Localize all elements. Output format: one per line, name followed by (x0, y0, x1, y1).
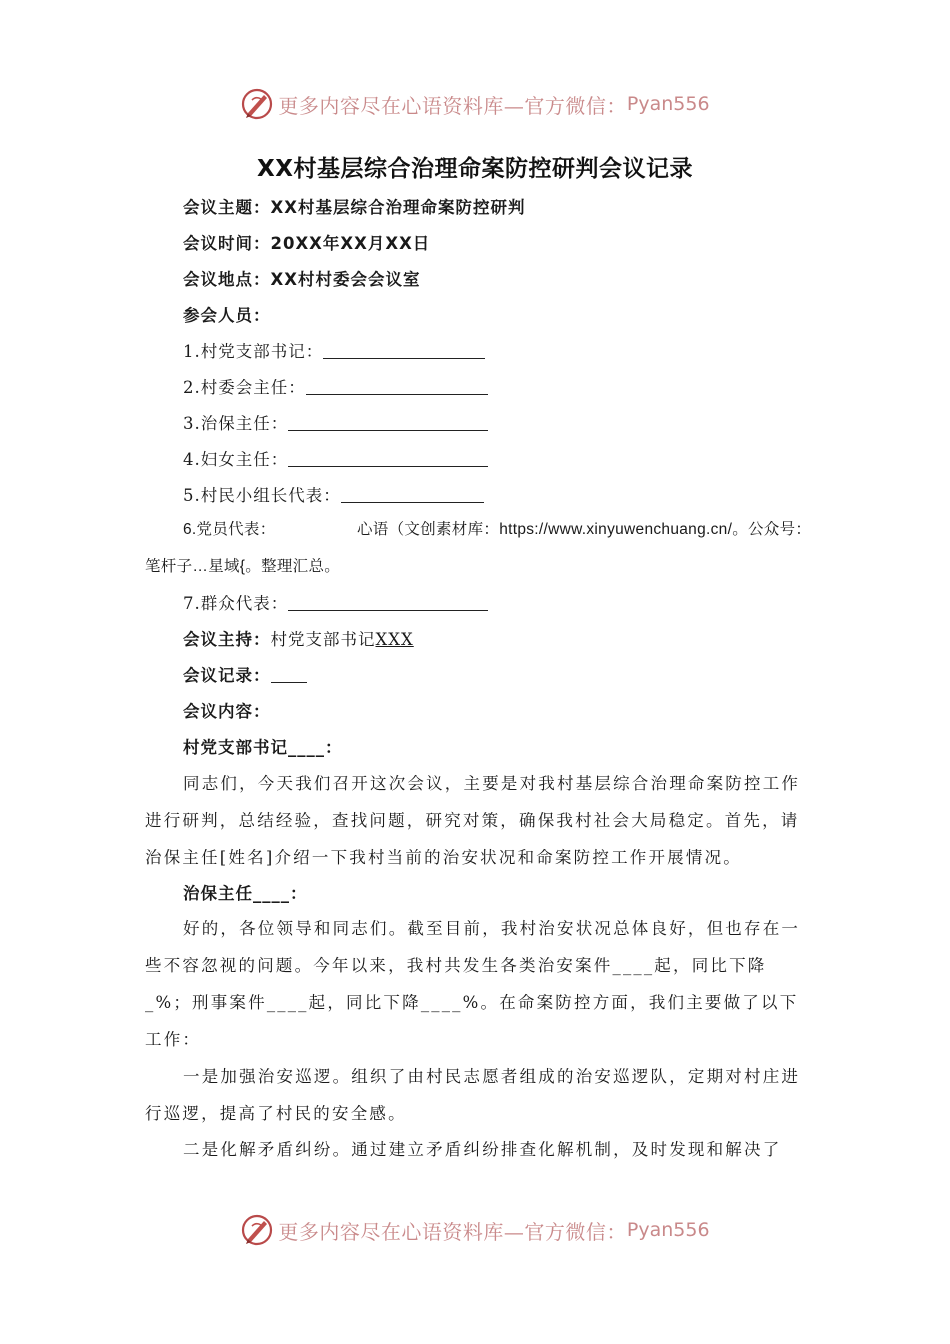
attendee-label: 3.治保主任： (183, 414, 289, 433)
attendee-line (183, 448, 488, 472)
speaker-heading: 治保主任____： (183, 884, 308, 903)
banner-wechat: Pyan556 (626, 1219, 710, 1241)
attendees-label: 参会人员： (183, 306, 271, 325)
speech-paragraph: 二是化解矛盾纠纷。通过建立矛盾纠纷排查化解机制，及时发现和解决了 (183, 1140, 782, 1159)
fill-blank (341, 484, 484, 503)
attendee-line (183, 412, 488, 436)
fill-blank (288, 448, 488, 467)
document-title: XX村基层综合治理命案防控研判会议记录 (257, 156, 693, 182)
meeting-place: 会议地点：XX村村委会会议室 (183, 270, 421, 289)
recorder-label: 会议记录： (183, 666, 271, 685)
fill-blank (271, 664, 307, 683)
speech-paragraph: 好的，各位领导和同志们。截至目前，我村治安状况总体良好，但也存在一些不容忽视的问题。今年以来，我村共发生各类治安案件____起，同比下降_%；刑事案件____起，同比下降____%。在命案防控方面，我们主要做了以下工作： (145, 919, 801, 1049)
pen-logo-icon (240, 1213, 274, 1247)
fill-blank (288, 592, 488, 611)
attendee-label: 7.群众代表： (183, 594, 289, 613)
attendee-line (183, 484, 484, 508)
pen-logo-icon (240, 87, 274, 121)
attendee-label: 1.村党支部书记： (183, 342, 324, 361)
attendee-line (183, 592, 488, 616)
host-line (183, 628, 414, 652)
attendee-line (183, 376, 488, 400)
meeting-topic: 会议主题：XX村基层综合治理命案防控研判 (183, 198, 526, 217)
speech-paragraph: 一是加强治安巡逻。组织了由村民志愿者组成的治安巡逻队，定期对村庄进行巡逻，提高了村民的安全感。 (145, 1067, 801, 1123)
attendee-label: 6.党员代表： (183, 521, 276, 538)
banner-text: 更多内容尽在心语资料库—官方微信： (278, 93, 627, 118)
attendee-line (183, 340, 485, 364)
fill-blank (306, 376, 488, 395)
fill-blank (323, 340, 485, 359)
host-name: XXX (375, 630, 414, 649)
inline-note-continued: 笔杆子…星域{。整理汇总。 (145, 558, 341, 575)
content-label: 会议内容： (183, 702, 271, 721)
fill-blank (288, 412, 488, 431)
recorder-line (183, 664, 307, 688)
meeting-time: 会议时间：20XX年XX月XX日 (183, 234, 431, 253)
speech-paragraph: 同志们，今天我们召开这次会议，主要是对我村基层综合治理命案防控工作进行研判，总结经验，查找问题，研究对策，确保我村社会大局稳定。首先，请治保主任[姓名]介绍一下我村当前的治安状况和命案防控工作开展情况。 (145, 774, 801, 867)
banner-text: 更多内容尽在心语资料库—官方微信： (278, 1219, 627, 1244)
host-value: 村党支部书记 (270, 630, 376, 649)
attendee-label: 2.村委会主任： (183, 378, 306, 397)
attendee-label: 5.村民小组长代表： (183, 486, 341, 505)
banner-wechat: Pyan556 (626, 93, 710, 115)
header-banner (0, 82, 950, 126)
footer-banner (0, 1208, 950, 1252)
inline-note: 心语（文创素材库：https://www.xinyuwenchuang.cn/。公众号： (357, 521, 812, 538)
host-label: 会议主持： (183, 630, 271, 649)
attendee-line (183, 518, 276, 542)
speaker-heading: 村党支部书记____： (183, 738, 343, 757)
attendee-label: 4.妇女主任： (183, 450, 289, 469)
